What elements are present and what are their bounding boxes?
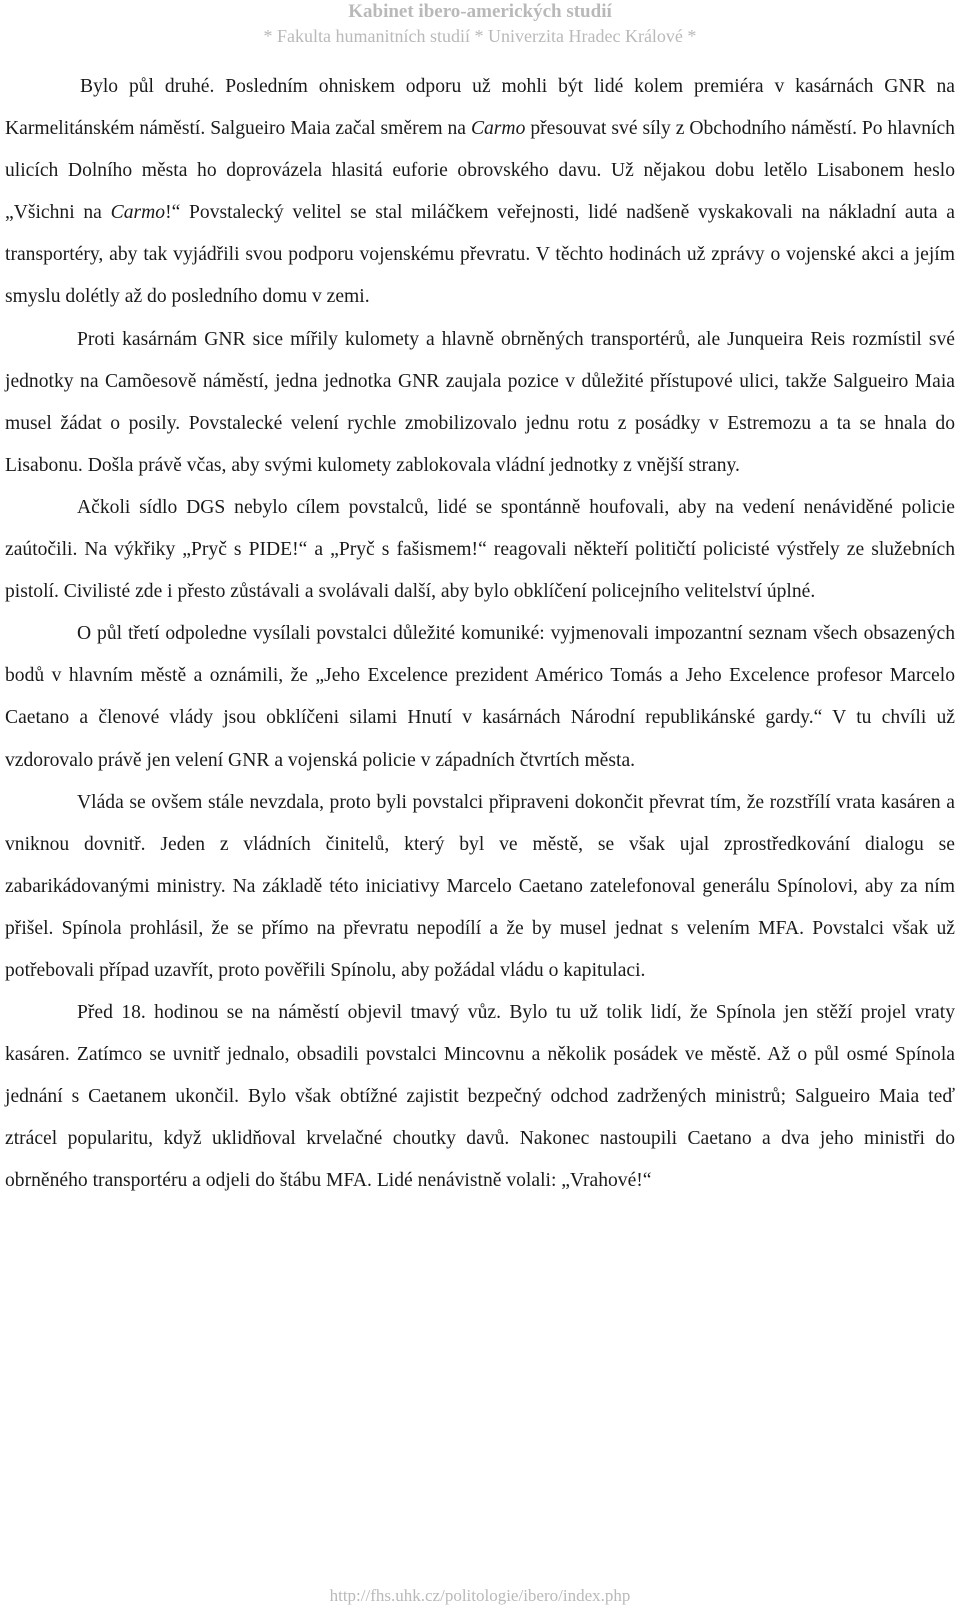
paragraph-3: Ačkoli sídlo DGS nebylo cílem povstalců, lidé se spontánně houfovali, aby na vedení nenáviděné policie zaútočili. Na výkřiky „Pryč s PIDE!“ a „Pryč s fašismem!“ reagovali někteří političtí policisté výstřely ze služebních pistolí. Civilisté zde i přesto zůstávali a svolávali další, aby bylo obklíčení policejního velitelství úplné. bbox=[5, 496, 955, 603]
page-header bbox=[0, 0, 960, 48]
header-title: Kabinet ibero-amerických studií bbox=[348, 1, 612, 22]
header-subtitle: * Fakulta humanitních studií * Univerzita Hradec Králové * bbox=[263, 26, 697, 46]
paragraph-6: Před 18. hodinou se na náměstí objevil tmavý vůz. Bylo tu už tolik lidí, že Spínola jen stěží projel vraty kasáren. Zatímco se uvnitř jednalo, obsadili povstalci Mincovnu a několik posádek ve městě. Až o půl osmé Spínola jednání s Caetanem ukončil. Bylo však obtížné zajistit bezpečný odchod zadržených ministrů; Salgueiro Maia teď ztrácel popularitu, když uklidňoval krvelačné choutky davů. Nakonec nastoupili Caetano a dva jeho ministři do obrněného transportéru a odjeli do štábu MFA. Lidé nenávistně volali: „Vrahové!“ bbox=[5, 1002, 955, 1192]
paragraph-1-carmo-2: Carmo bbox=[110, 202, 166, 224]
page-footer bbox=[0, 1586, 960, 1606]
paragraph-1-part-b: přesouvat své síly z Obchodního náměstí. Po hlavních ulicích Dolního města ho doprovázela hlasitá euforie obrovského davu. Už nějakou dobu letělo Lisabonem heslo „Všichni na bbox=[5, 118, 955, 224]
paragraph-1-carmo-1: Carmo bbox=[470, 118, 526, 140]
paragraph-1-part-c: !“ Povstalecký velitel se stal miláčkem veřejnosti, lidé nadšeně vyskakovali na nákladní auta a transportéry, aby tak vyjádřili svou podporu vojenskému převratu. V těchto hodinách už zprávy o vojenské akci a jejím smyslu dolétly až do posledního domu v zemi. bbox=[5, 202, 955, 308]
paragraph-1-part-a: Bylo půl druhé. Posledním ohniskem odporu už mohli být lidé kolem premiéra v kasárnách GNR na Karmelitánském náměstí. Salgueiro Maia začal směrem na bbox=[5, 76, 955, 140]
footer-url[interactable]: http://fhs.uhk.cz/politologie/ibero/index.php bbox=[329, 1586, 631, 1605]
paragraph-4: O půl třetí odpoledne vysílali povstalci důležité komuniké: vyjmenovali impozantní seznam všech obsazených bodů v hlavním městě a oznámili, že „Jeho Excelence prezident Américo Tomás a Jeho Excelence profesor Marcelo Caetano a členové vlády jsou obklíčeni silami Hnutí v kasárnách Národní republikánské gardy.“ V tu chvíli už vzdorovalo právě jen velení GNR a vojenská policie v západních čtvrtích města. bbox=[5, 623, 955, 771]
paragraph-5: Vláda se ovšem stále nevzdala, proto byli povstalci připraveni dokončit převrat tím, že rozstřílí vrata kasáren a vniknou dovnitř. Jeden z vládních činitelů, který byl ve městě, se však ujal zprostředkování dialogu se zabarikádovanými ministry. Na základě této iniciativy Marcelo Caetano zatelefonoval generálu Spínolovi, aby za ním přišel. Spínola prohlásil, že se přímo na převratu nepodílí a že by musel jednat s velením MFA. Povstalci však už potřebovali případ uzavřít, proto pověřili Spínolu, aby požádal vládu o kapitulaci. bbox=[5, 791, 955, 981]
article-body bbox=[5, 66, 955, 1203]
paragraph-2: Proti kasárnám GNR sice mířily kulomety a hlavně obrněných transportérů, ale Junqueira Reis rozmístil své jednotky na Camõesově náměstí, jedna jednotka GNR zaujala pozice v důležité přístupové ulici, takže Salgueiro Maia musel žádat o posily. Povstalecké velení rychle zmobilizovalo jednu rotu z posádky v Estremozu a ta se hnala do Lisabonu. Došla právě včas, aby svými kulomety zablokovala vládní jednotky z vnější strany. bbox=[5, 328, 955, 476]
paragraph-1 bbox=[5, 66, 955, 319]
